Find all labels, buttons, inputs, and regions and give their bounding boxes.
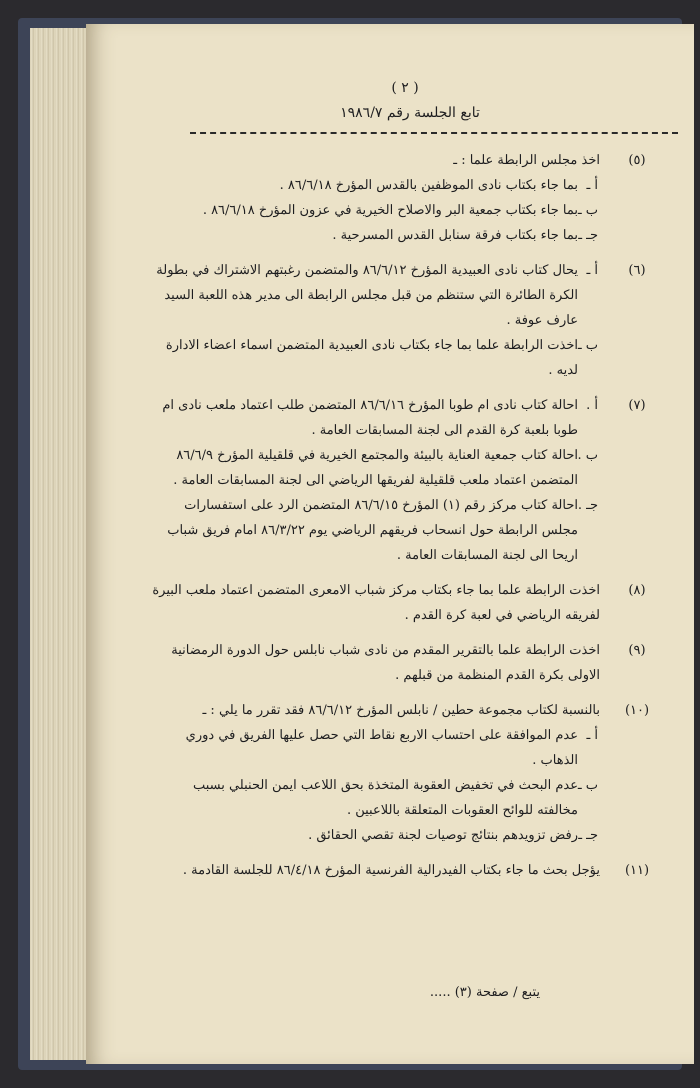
item-letter: جـ ـ	[578, 228, 598, 243]
section-item	[150, 173, 600, 198]
item-text: عدم البحث في تخفيض العقوبة المتخذة بحق اللاعب ايمن الحنبلي بسبب مخالفته للوائح العقوبات المتعلقة باللاعبين .	[192, 778, 578, 818]
item-text: اخذت الرابطة علما بما جاء بكتاب نادى العبيدية المتضمن اسماء اعضاء الادارة لديه .	[165, 338, 578, 378]
section-text: اخذت الرابطة علما بما جاء بكتاب مركز شباب الامعرى المتضمن اعتماد ملعب البيرة لفريقه الرياضي في لعبة كرة القدم .	[152, 583, 600, 623]
minutes-sections	[150, 148, 670, 883]
section-number: (٦)	[628, 263, 646, 278]
minutes-section	[150, 578, 670, 628]
section-text: اخذت الرابطة علما بالتقرير المقدم من نادى شباب نابلس حول الدورة الرمضانية الاولى بكرة القدم المنظمة من قبلهم .	[171, 643, 600, 683]
continued-note: يتبع / صفحة (٣) .....	[429, 985, 540, 1000]
item-letter: ب ـ	[577, 203, 598, 218]
page-number: ( ٢ )	[391, 80, 419, 96]
section-item	[150, 723, 600, 773]
section-number: (١١)	[624, 863, 650, 878]
section-item	[150, 443, 600, 493]
minutes-section	[150, 148, 670, 248]
item-text: بما جاء بكتاب فرقة سنابل القدس المسرحية .	[332, 228, 578, 243]
item-letter: ب ـ	[577, 778, 598, 793]
item-letter: جـ ـ	[578, 828, 598, 843]
section-number: (٧)	[628, 398, 646, 413]
minutes-section	[150, 638, 670, 688]
item-letter: جـ .	[577, 498, 598, 513]
section-item	[150, 823, 600, 848]
item-letter: ب .	[577, 448, 598, 463]
section-number: (٩)	[628, 643, 646, 658]
item-text: بما جاء بكتاب نادى الموظفين بالقدس المؤرخ ٨٦/٦/١٨ .	[279, 178, 578, 193]
section-number: (١٠)	[624, 703, 650, 718]
item-text: رفض تزويدهم بنتائج توصيات لجنة تقصي الحقائق .	[308, 828, 578, 843]
item-letter: أ .	[586, 398, 598, 413]
section-item	[150, 773, 600, 823]
item-letter: أ ـ	[586, 728, 598, 743]
item-text: احالة كتاب جمعية العناية بالبيئة والمجتمع الخيرية في قلقيلية المؤرخ ٨٦/٦/٩ المتضمن اعتماد ملعب قلقيلية لفريقها الرياضي الى لجنة المسابقات العامة .	[173, 448, 578, 488]
section-item	[150, 223, 600, 248]
section-item	[150, 493, 600, 568]
session-header: تابع الجلسة رقم ١٩٨٦/٧	[340, 105, 480, 121]
section-item	[150, 198, 600, 223]
section-item	[150, 333, 600, 383]
item-text: بما جاء بكتاب جمعية البر والاصلاح الخيرية في عزون المؤرخ ٨٦/٦/١٨ .	[202, 203, 578, 218]
item-letter: ب ـ	[577, 338, 598, 353]
minutes-section	[150, 258, 670, 383]
minutes-section	[150, 393, 670, 568]
section-text: يؤجل بحث ما جاء بكتاب الفيدرالية الفرنسية المؤرخ ٨٦/٤/١٨ للجلسة القادمة .	[182, 863, 600, 878]
item-text: احالة كتاب مركز رقم (١) المؤرخ ٨٦/٦/١٥ المتضمن الرد على استفسارات مجلس الرابطة حول انسحاب فريقهم الرياضي يوم ٨٦/٣/٢٢ امام فريق شباب اريحا الى لجنة المسابقات العامة .	[167, 498, 578, 563]
section-text: اخذ مجلس الرابطة علما : ـ	[453, 153, 600, 168]
section-text: بالنسبة لكتاب مجموعة حطين / نابلس المؤرخ ٨٦/٦/١٢ فقد تقرر ما يلي : ـ	[202, 703, 600, 718]
section-item	[150, 393, 600, 443]
item-text: عدم الموافقة على احتساب الاربع نقاط التي حصل عليها الفريق في دوري الذهاب .	[185, 728, 578, 768]
minutes-section	[150, 858, 670, 883]
page-content	[150, 76, 670, 893]
item-letter: أ ـ	[586, 178, 598, 193]
header-divider	[190, 132, 678, 134]
minutes-section	[150, 698, 670, 848]
section-number: (٨)	[628, 583, 646, 598]
section-item	[150, 258, 600, 333]
section-number: (٥)	[628, 153, 646, 168]
item-text: يحال كتاب نادى العبيدية المؤرخ ٨٦/٦/١٢ والمتضمن رغبتهم الاشتراك في بطولة الكرة الطائرة التي ستنظم من قبل مجلس الرابطة الى مدير هذه اللعبة السيد عارف عوفة .	[156, 263, 578, 328]
item-letter: أ ـ	[586, 263, 598, 278]
item-text: احالة كتاب نادى ام طوبا المؤرخ ٨٦/٦/١٦ المتضمن طلب اعتماد ملعب نادى ام طوبا بلعبة كرة القدم الى لجنة المسابقات العامة .	[162, 398, 578, 438]
